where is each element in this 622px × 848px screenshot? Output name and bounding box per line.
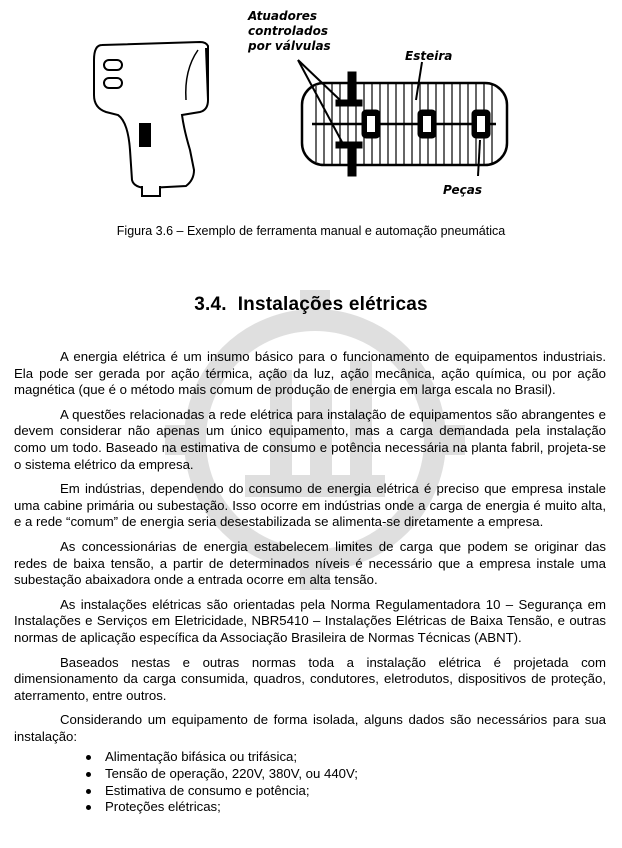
paragraph: As concessionárias de energia estabelecem limites de carga que podem se originar das redes de baixa tensão, a partir de determinados níveis é necessário que a empresa instale uma subestação abaixadora onde a entrada ocorre em alta tensão. xyxy=(14,538,606,588)
label-actuators: Atuadores controlados por válvulas xyxy=(248,9,331,53)
section-number: 3.4. xyxy=(194,294,227,315)
hand-tool-drawing xyxy=(94,42,208,196)
bullet-icon xyxy=(86,772,91,777)
list-item xyxy=(14,749,606,766)
section-title: Instalações elétricas xyxy=(237,294,428,315)
figure-caption: Figura 3.6 – Exemplo de ferramenta manual e automação pneumática xyxy=(116,224,506,238)
list-item xyxy=(14,799,606,816)
bullet-icon xyxy=(86,805,91,810)
paragraph: Em indústrias, dependendo do consumo de energia elétrica é preciso que empresa instale uma cabine primária ou subestação. Isso ocorre em indústrias onde a carga de energia é muito alta, e a rede “comum” de energia seria desestabilizada se alimenta-se diretamente a empresa. xyxy=(14,481,606,530)
bullet-list xyxy=(14,749,606,815)
list-item-text: Tensão de operação, 220V, 380V, ou 440V; xyxy=(105,766,358,782)
paragraph: A energia elétrica é um insumo básico para o funcionamento de equipamentos industriais. Ela pode ser gerada por ação térmica, ação da luz, ação mecânica, ação química, ou por ação magnética (que é o método mais comum de produção de energia em larga escala no Brasil). xyxy=(14,349,606,398)
bullet-icon xyxy=(86,789,91,794)
paragraph: As instalações elétricas são orientadas pela Norma Regulamentadora 10 – Segurança em Instalações e Serviços em Eletricidade, NBR5410 – Instalações Elétricas de Baixa Tensão, e outras normas de aplicação específica da Associação Brasileira de Normas Técnicas (ABNT). xyxy=(14,596,606,645)
figure-3-6 xyxy=(0,0,622,245)
list-item-text: Proteções elétricas; xyxy=(105,799,221,815)
body-text xyxy=(14,349,606,816)
list-item-text: Estimativa de consumo e potência; xyxy=(105,782,310,798)
paragraph: A questões relacionadas a rede elétrica para instalação de equipamentos são abrangentes e devem considerar não apenas um único equipamento, mas a carga demandada pela instalação como um todo. Baseado na estimativa de consumo e potência necessária na planta fabril, projeta-se o sistema elétrico da empresa. xyxy=(14,406,606,472)
bullet-icon xyxy=(86,755,91,760)
list-item-text: Alimentação bifásica ou trifásica; xyxy=(105,749,298,765)
label-belt: Esteira xyxy=(405,49,453,63)
paragraph: Baseados nestas e outras normas toda a instalação elétrica é projetada com dimensionamento da carga consumida, quadros, condutores, eletrodutos, dispositivos de proteção, aterramento, entre outros. xyxy=(14,654,606,703)
figure-illustration xyxy=(80,0,620,215)
paragraph: Considerando um equipamento de forma isolada, alguns dados são necessários para sua instalação: xyxy=(14,712,606,744)
list-item xyxy=(14,783,606,800)
label-parts: Peças xyxy=(443,183,482,197)
list-item xyxy=(14,766,606,783)
section-heading xyxy=(0,294,622,316)
